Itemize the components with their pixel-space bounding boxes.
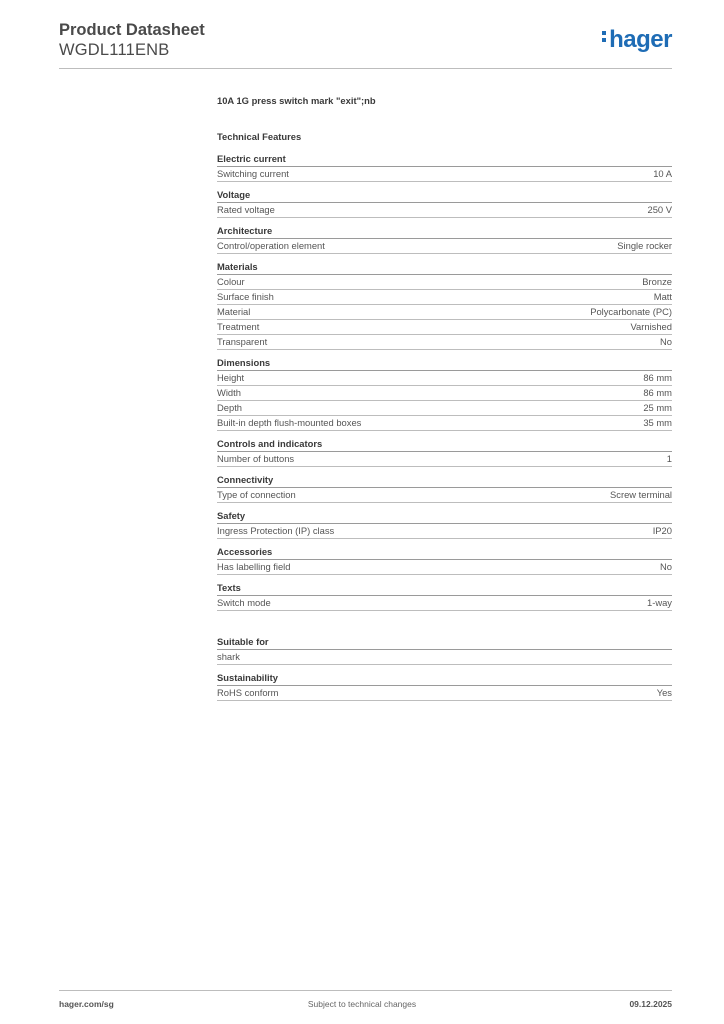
section-title: Materials <box>217 260 672 275</box>
feature-value: Matt <box>653 291 672 302</box>
technical-features-heading: Technical Features <box>217 131 302 142</box>
feature-row <box>217 320 672 335</box>
feature-label: Treatment <box>217 321 260 332</box>
feature-row <box>217 416 672 431</box>
product-code: WGDL111ENB <box>59 41 170 59</box>
feature-label: Switch mode <box>217 597 271 608</box>
feature-row <box>217 596 672 611</box>
section-gap <box>217 611 672 629</box>
feature-section <box>217 635 672 665</box>
datasheet-content <box>217 94 672 701</box>
feature-row <box>217 686 672 701</box>
page-title: Product Datasheet <box>59 21 205 39</box>
feature-label: Width <box>217 387 241 398</box>
feature-label: Number of buttons <box>217 453 295 464</box>
feature-section <box>217 356 672 431</box>
feature-value: Polycarbonate (PC) <box>590 306 672 317</box>
feature-label: Built-in depth flush-mounted boxes <box>217 417 362 428</box>
feature-section <box>217 260 672 350</box>
feature-value: Varnished <box>630 321 672 332</box>
feature-row <box>217 167 672 182</box>
section-title: Electric current <box>217 152 672 167</box>
feature-value: 35 mm <box>643 417 672 428</box>
feature-value: Screw terminal <box>610 489 672 500</box>
feature-sections <box>217 152 672 611</box>
feature-row <box>217 560 672 575</box>
section-title: Accessories <box>217 545 672 560</box>
feature-label: Type of connection <box>217 489 296 500</box>
feature-value: Bronze <box>642 276 672 287</box>
section-title: Voltage <box>217 188 672 203</box>
feature-label: Surface finish <box>217 291 274 302</box>
section-title: Dimensions <box>217 356 672 371</box>
section-title: Texts <box>217 581 672 596</box>
feature-value: 86 mm <box>643 387 672 398</box>
feature-label: Ingress Protection (IP) class <box>217 525 335 536</box>
feature-row <box>217 335 672 350</box>
footer-date: 09.12.2025 <box>629 999 672 1009</box>
feature-label: Has labelling field <box>217 561 291 572</box>
feature-row <box>217 488 672 503</box>
feature-label: RoHS conform <box>217 687 279 698</box>
header <box>59 20 205 60</box>
hager-logo <box>602 28 672 52</box>
section-title: Suitable for <box>217 635 672 650</box>
section-title: Connectivity <box>217 473 672 488</box>
footer-note: Subject to technical changes <box>307 999 417 1009</box>
feature-section <box>217 224 672 254</box>
feature-label: shark <box>217 651 240 662</box>
feature-section <box>217 437 672 467</box>
feature-label: Colour <box>217 276 245 287</box>
feature-row <box>217 275 672 290</box>
feature-label: Control/operation element <box>217 240 325 251</box>
feature-row <box>217 452 672 467</box>
section-title: Controls and indicators <box>217 437 672 452</box>
footer-divider <box>59 990 672 991</box>
feature-row <box>217 386 672 401</box>
feature-section <box>217 581 672 611</box>
feature-section <box>217 545 672 575</box>
feature-label: Switching current <box>217 168 289 179</box>
feature-value: 10 A <box>653 168 672 179</box>
feature-label: Rated voltage <box>217 204 275 215</box>
feature-label: Height <box>217 372 245 383</box>
feature-section <box>217 671 672 701</box>
feature-row <box>217 650 672 665</box>
extra-sections <box>217 635 672 701</box>
feature-section <box>217 152 672 182</box>
logo-dots-icon <box>602 28 606 45</box>
feature-value: No <box>660 561 672 572</box>
feature-row <box>217 239 672 254</box>
feature-value: 86 mm <box>643 372 672 383</box>
header-divider <box>59 68 672 69</box>
feature-value: Yes <box>656 687 672 698</box>
feature-label: Depth <box>217 402 243 413</box>
section-title: Architecture <box>217 224 672 239</box>
feature-row <box>217 401 672 416</box>
feature-value: 1 <box>666 453 672 464</box>
feature-row <box>217 305 672 320</box>
section-title: Sustainability <box>217 671 672 686</box>
feature-value: Single rocker <box>617 240 672 251</box>
feature-value: 25 mm <box>643 402 672 413</box>
product-name: 10A 1G press switch mark "exit";nb <box>217 95 376 106</box>
feature-value: IP20 <box>652 525 672 536</box>
feature-row <box>217 524 672 539</box>
feature-value: 1-way <box>646 597 672 608</box>
footer-website: hager.com/sg <box>59 999 114 1009</box>
feature-value: 250 V <box>647 204 672 215</box>
logo-text: hager <box>609 26 672 53</box>
feature-row <box>217 290 672 305</box>
feature-section <box>217 188 672 218</box>
feature-section <box>217 473 672 503</box>
feature-section <box>217 509 672 539</box>
feature-label: Material <box>217 306 251 317</box>
feature-value: No <box>660 336 672 347</box>
feature-row <box>217 203 672 218</box>
section-title: Safety <box>217 509 672 524</box>
feature-row <box>217 371 672 386</box>
feature-label: Transparent <box>217 336 268 347</box>
